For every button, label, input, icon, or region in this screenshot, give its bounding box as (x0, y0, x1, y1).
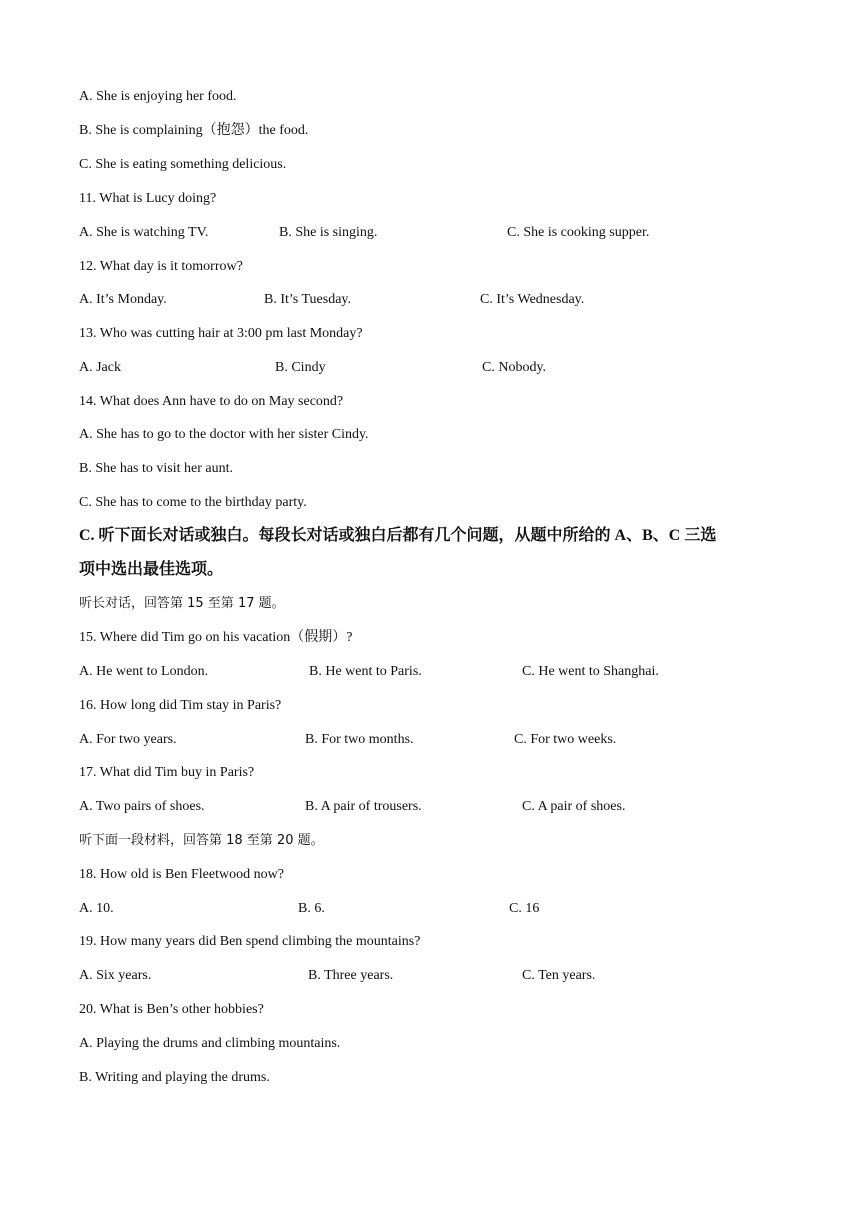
option-17c: C. A pair of shoes. (522, 799, 626, 814)
instruction-15-17: 听长对话，回答第 15 至第 17 题。 (79, 596, 285, 611)
option-20b: B. Writing and playing the drums. (79, 1070, 270, 1085)
section-c-heading-line2: 项中选出最佳选项。 (79, 561, 224, 578)
option-11c: C. She is cooking supper. (507, 225, 650, 240)
option-10b: B. She is complaining（抱怨）the food. (79, 123, 309, 138)
option-19b: B. Three years. (308, 968, 394, 983)
option-16c: C. For two weeks. (514, 732, 617, 747)
instruction-18-20: 听下面一段材料，回答第 18 至第 20 题。 (79, 833, 324, 848)
question-17: 17. What did Tim buy in Paris? (79, 765, 255, 780)
option-17a: A. Two pairs of shoes. (79, 799, 205, 814)
option-12b: B. It’s Tuesday. (264, 292, 352, 307)
option-15c: C. He went to Shanghai. (522, 664, 659, 679)
option-11b: B. She is singing. (279, 225, 378, 240)
question-20: 20. What is Ben’s other hobbies? (79, 1002, 264, 1017)
question-12: 12. What day is it tomorrow? (79, 259, 243, 274)
option-19a: A. Six years. (79, 968, 152, 983)
option-15a: A. He went to London. (79, 664, 209, 679)
option-20a: A. Playing the drums and climbing mountains. (79, 1036, 341, 1051)
question-15: 15. Where did Tim go on his vacation（假期）? (79, 630, 353, 645)
option-15b: B. He went to Paris. (309, 664, 422, 679)
question-11: 11. What is Lucy doing? (79, 191, 217, 206)
option-12a: A. It’s Monday. (79, 292, 167, 307)
option-19c: C. Ten years. (522, 968, 596, 983)
option-16b: B. For two months. (305, 732, 414, 747)
option-17b: B. A pair of trousers. (305, 799, 422, 814)
option-18c: C. 16 (509, 901, 540, 916)
option-10a: A. She is enjoying her food. (79, 89, 237, 104)
option-11a: A. She is watching TV. (79, 225, 209, 240)
question-13: 13. Who was cutting hair at 3:00 pm last Monday? (79, 326, 363, 341)
option-16a: A. For two years. (79, 732, 177, 747)
section-c-heading-line1: C. 听下面长对话或独白。每段长对话或独白后都有几个问题，从题中所给的 A、B、C 三选 (79, 527, 717, 544)
option-14b: B. She has to visit her aunt. (79, 461, 233, 476)
option-10c: C. She is eating something delicious. (79, 157, 287, 172)
option-13c: C. Nobody. (482, 360, 547, 375)
question-16: 16. How long did Tim stay in Paris? (79, 698, 282, 713)
option-18b: B. 6. (298, 901, 325, 916)
option-14a: A. She has to go to the doctor with her sister Cindy. (79, 427, 369, 442)
option-14c: C. She has to come to the birthday party. (79, 495, 307, 510)
option-13a: A. Jack (79, 360, 121, 375)
question-19: 19. How many years did Ben spend climbing the mountains? (79, 934, 421, 949)
option-18a: A. 10. (79, 901, 114, 916)
option-12c: C. It’s Wednesday. (480, 292, 585, 307)
question-18: 18. How old is Ben Fleetwood now? (79, 867, 284, 882)
option-13b: B. Cindy (275, 360, 326, 375)
question-14: 14. What does Ann have to do on May second? (79, 394, 344, 409)
